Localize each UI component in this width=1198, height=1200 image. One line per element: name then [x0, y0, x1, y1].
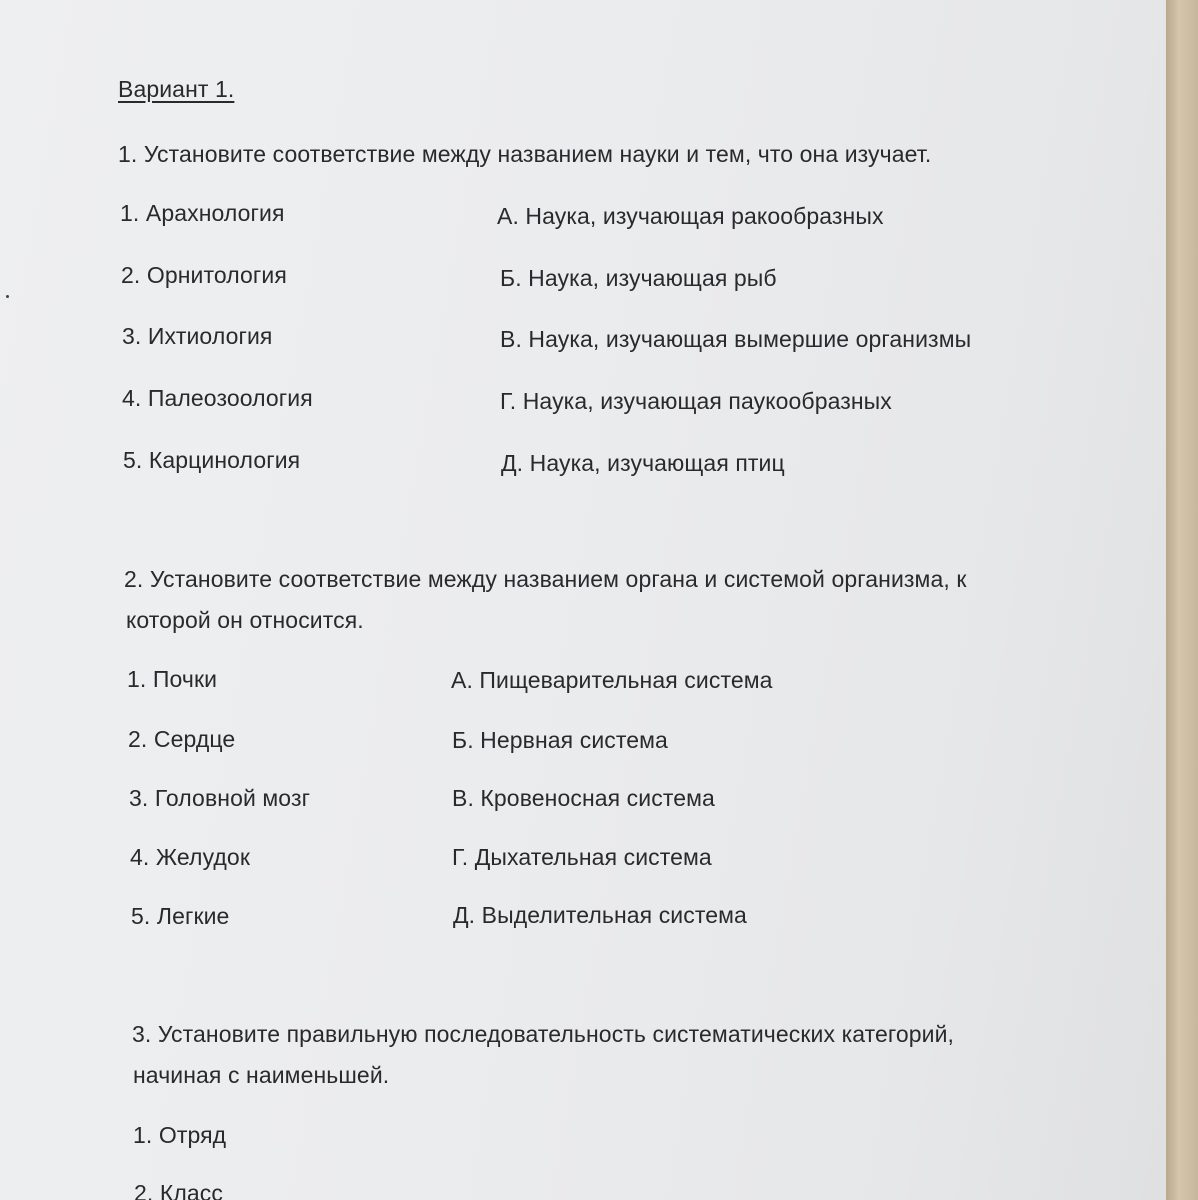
q2-prompt-line2: которой он относится. — [126, 607, 364, 633]
desk-background — [1166, 0, 1198, 1200]
q3-prompt-line2: начиная с наименьшей. — [133, 1062, 390, 1088]
q2-left-item: 1. Почки — [127, 666, 218, 692]
q2-right-item: В. Кровеносная система — [452, 785, 715, 811]
q1-left-item: 2. Орнитология — [121, 262, 287, 288]
q1-right-item: В. Наука, изучающая вымершие организмы — [500, 326, 972, 352]
paper-speck — [6, 295, 9, 298]
q2-right-item: Д. Выделительная система — [453, 902, 747, 928]
q1-right-item: Г. Наука, изучающая паукообразных — [500, 388, 892, 414]
q1-left-item: 3. Ихтиология — [122, 323, 273, 349]
q3-item: 1. Отряд — [133, 1122, 227, 1148]
q1-prompt: 1. Установите соответствие между названием науки и тем, что она изучает. — [118, 141, 932, 167]
q2-left-item: 3. Головной мозг — [129, 785, 311, 811]
q1-right-item: А. Наука, изучающая ракообразных — [497, 203, 884, 229]
q1-left-item: 1. Арахнология — [120, 200, 285, 226]
q3-prompt-line1: 3. Установите правильную последовательность систематических категорий, — [132, 1021, 955, 1047]
q1-right-item: Б. Наука, изучающая рыб — [500, 265, 777, 291]
q2-right-item: А. Пищеварительная система — [451, 667, 773, 693]
variant-title: Вариант 1. — [118, 76, 235, 102]
q2-prompt-line1: 2. Установите соответствие между названием органа и системой организма, к — [124, 566, 967, 592]
q3-item: 2. Класс — [134, 1180, 223, 1200]
q2-right-item: Г. Дыхательная система — [452, 844, 712, 870]
q2-left-item: 4. Желудок — [130, 844, 250, 870]
q1-right-item: Д. Наука, изучающая птиц — [501, 450, 785, 476]
q2-left-item: 5. Легкие — [131, 903, 230, 929]
q1-left-item: 5. Карцинология — [123, 447, 301, 473]
q1-left-item: 4. Палеозоология — [122, 385, 313, 411]
q2-left-item: 2. Сердце — [128, 726, 236, 752]
q2-right-item: Б. Нервная система — [452, 727, 668, 753]
